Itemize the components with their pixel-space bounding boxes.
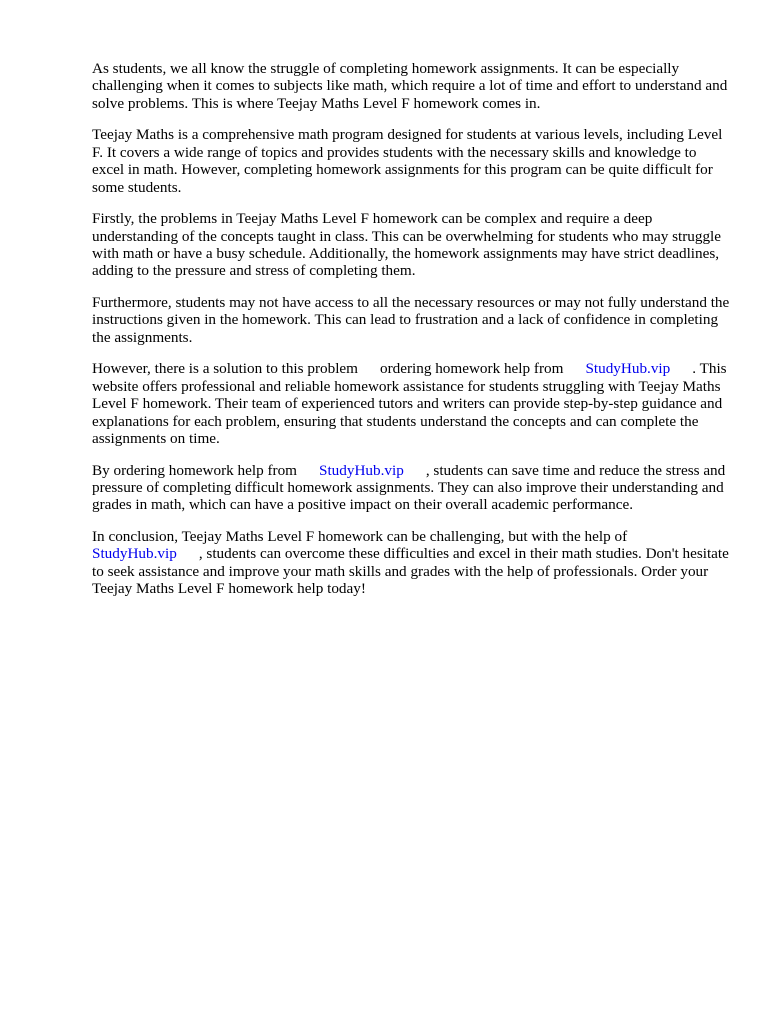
paragraph-intro: As students, we all know the struggle of completing homework assignments. It can be especially challenging when it comes to subjects like math, which require a lot of time and effort to understand and solve problems. This is where Teejay Maths Level F homework comes in. [92, 60, 728, 112]
solution-text-start: However, there is a solution to this problem [92, 360, 358, 378]
paragraph-benefits [92, 462, 732, 514]
paragraph-difficulty: Firstly, the problems in Teejay Maths Level F homework can be complex and require a deep understanding of the concepts taught in class. This can be overwhelming for students who may struggle with math or have a busy schedule. Additionally, the homework assignments may have strict deadlines, adding to the pressure and stress of completing them. [92, 210, 722, 280]
paragraph-resources: Furthermore, students may not have access to all the necessary resources or may not fully understand the instructions given in the homework. This can lead to frustration and a lack of confidence in completing the assignments. [92, 294, 730, 346]
studyhub-link[interactable]: StudyHub.vip [319, 461, 404, 479]
paragraph-solution [92, 360, 732, 447]
paragraph-conclusion [92, 528, 732, 598]
solution-text-middle: ordering homework help from [379, 360, 564, 378]
studyhub-link[interactable]: StudyHub.vip [92, 545, 177, 563]
benefits-text-start: By ordering homework help from [92, 461, 297, 479]
paragraph-program: Teejay Maths is a comprehensive math program designed for students at various levels, including Level F. It covers a wide range of topics and provides students with the necessary skills and knowledge to excel in math. However, completing homework assignments for this program can be quite difficult for some students. [92, 126, 723, 196]
conclusion-text-end: , students can overcome these difficulties and excel in their math studies. Don't hesitate to seek assistance and improve your math skills and grades with the help of professionals. Order your Teejay Maths Level F homework help today! [92, 545, 729, 598]
solution-text-end: . This website offers professional and reliable homework assistance for students struggling with Teejay Maths Level F homework. Their team of experienced tutors and writers can provide step-by-step guidance and explanations for each problem, ensuring that students understand the concepts and can complete the assignments on time. [92, 360, 727, 448]
benefits-text-end: , students can save time and reduce the stress and pressure of completing difficult homework assignments. They can also improve their understanding and grades in math, which can have a positive impact on their overall academic performance. [92, 461, 726, 514]
conclusion-text-start: In conclusion, Teejay Maths Level F homework can be challenging, but with the help of [92, 528, 628, 546]
studyhub-link[interactable]: StudyHub.vip [585, 360, 671, 378]
document-body [92, 60, 732, 612]
